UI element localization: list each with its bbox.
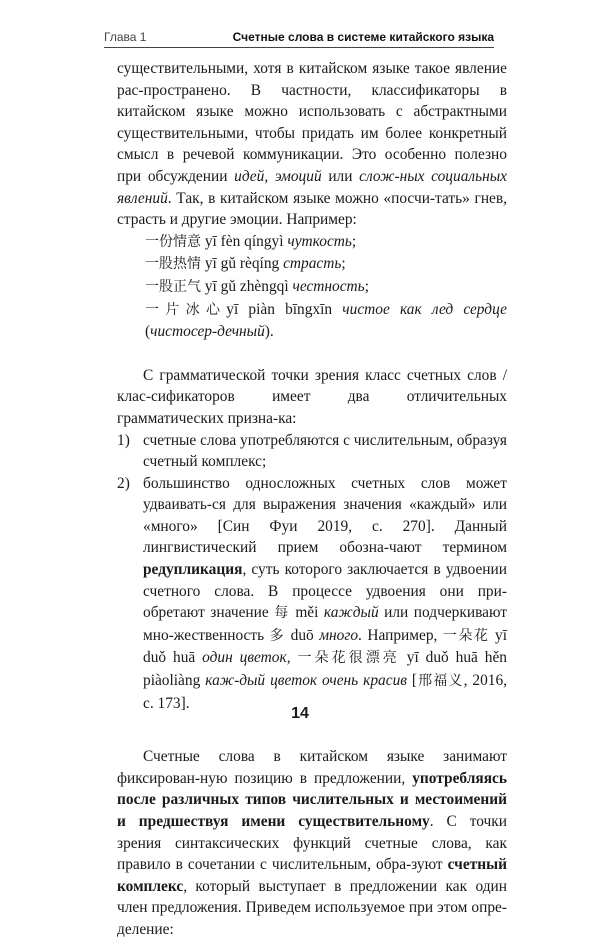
italic-text: слож-ных социальных явлений	[117, 167, 507, 207]
text: Счетные слова в китайском языке занимают фиксирован-ную позицию в предложении,	[117, 748, 507, 787]
text: duō	[285, 626, 320, 644]
list-number: 1)	[117, 431, 130, 449]
translation: чуткость	[287, 232, 352, 250]
chinese-text: 多	[269, 627, 286, 644]
italic-text: один цветок	[202, 649, 287, 667]
feature-list	[117, 430, 507, 715]
paragraph-2: С грамматической точки зрения класс счетных слов / клас-сификаторов имеет два отличительных грамматических призна-ка:	[117, 366, 507, 427]
text: [	[406, 672, 418, 690]
chinese-text: 一朵花很漂亮	[297, 650, 400, 667]
pinyin: yī fèn qíngyì	[201, 232, 288, 250]
bold-term: счетный комплекс	[117, 856, 507, 895]
chinese-text: 一片冰心	[145, 301, 227, 318]
italic-text: идей, эмоций	[234, 167, 322, 185]
text: . С точки зрения синтаксических функций счетные слова, как правило в сочетании с числительным, обра-зуют	[117, 813, 507, 874]
page-body	[117, 58, 507, 941]
pinyin: yī gǔ zhèngqì	[201, 277, 293, 295]
list-number: 2)	[117, 474, 130, 492]
punct: ;	[351, 232, 357, 250]
translation: честность	[292, 277, 365, 295]
punct: ).	[264, 323, 274, 341]
translation: страсть	[283, 255, 342, 273]
pinyin: yī piàn bīngxīn	[226, 300, 343, 318]
bold-text: употребляясь после различных типов числительных и местоимений и предшествуя имени существительному	[117, 769, 507, 830]
punct: ;	[364, 277, 369, 295]
text: или	[321, 167, 360, 185]
italic-text: каж-дый цветок очень красив	[205, 672, 407, 690]
example-3	[117, 276, 507, 299]
italic-text: каждый	[323, 604, 379, 622]
translation: чистое как лед сердце	[342, 300, 507, 318]
paragraph-3	[117, 746, 507, 940]
chinese-text: 一份情意	[145, 233, 201, 250]
text: měi	[289, 604, 324, 622]
text: . Например,	[358, 626, 443, 644]
chinese-text: 邢福义	[417, 673, 464, 690]
translation: чистосер-дечный	[150, 323, 265, 341]
example-4	[117, 299, 507, 343]
chinese-text: 每	[274, 605, 290, 622]
example-2	[117, 253, 507, 276]
text: , который выступает в предложении как один член предложения. Приведем используемое при этом опре-деление:	[117, 877, 507, 938]
chapter-label: Глава 1	[104, 30, 147, 44]
chinese-text: 一股热情	[145, 256, 201, 273]
pinyin: yī gǔ rèqíng	[201, 255, 284, 273]
text: . Так, в китайском языке можно «посчи-тать» гнев, страсть и другие эмоции. Например:	[117, 189, 507, 229]
text: существительными, хотя в китайском языке такое явление рас-пространено. В частности, классификаторы в китайском языке можно использовать с абстрактными существительными, чтобы придать им более конкретный смысл в речевой коммуникации. Это особенно полезно при обсуждении	[117, 60, 507, 185]
running-header	[104, 24, 494, 48]
text: большинство односложных счетных слов может удваивать-ся для выражения значения «каждый» или «много» [Син Фуи 2019, с. 270]. Данный лингвистический прием обозна-чают термином	[143, 474, 507, 557]
bold-term: редупликация	[143, 561, 243, 579]
list-text: счетные слова употребляются с числительным, образуя счетный комплекс;	[143, 431, 507, 471]
italic-text: много	[319, 626, 359, 644]
text: yī duǒ huā	[143, 626, 508, 667]
text: ,	[286, 649, 298, 667]
text: yī duǒ huā hěn piàoliàng	[143, 649, 507, 690]
chapter-title: Счетные слова в системе китайского языка	[232, 30, 494, 44]
text: или подчеркивают мно-жественность	[143, 604, 507, 644]
punct: ;	[341, 255, 346, 273]
text: , суть которого заключается в удвоении счетного слова. В процессе удвоения они при-обретают значение	[143, 561, 507, 622]
example-1	[117, 231, 507, 254]
chinese-text: 一朵花	[442, 627, 490, 644]
paragraph-1	[117, 58, 507, 231]
text: , 2016, с. 173].	[143, 672, 508, 712]
chinese-text: 一股正气	[145, 278, 201, 295]
list-item	[117, 430, 507, 473]
punct: (	[145, 323, 151, 341]
list-item	[117, 473, 507, 715]
list-text	[143, 473, 507, 715]
page-number: 14	[291, 705, 309, 722]
